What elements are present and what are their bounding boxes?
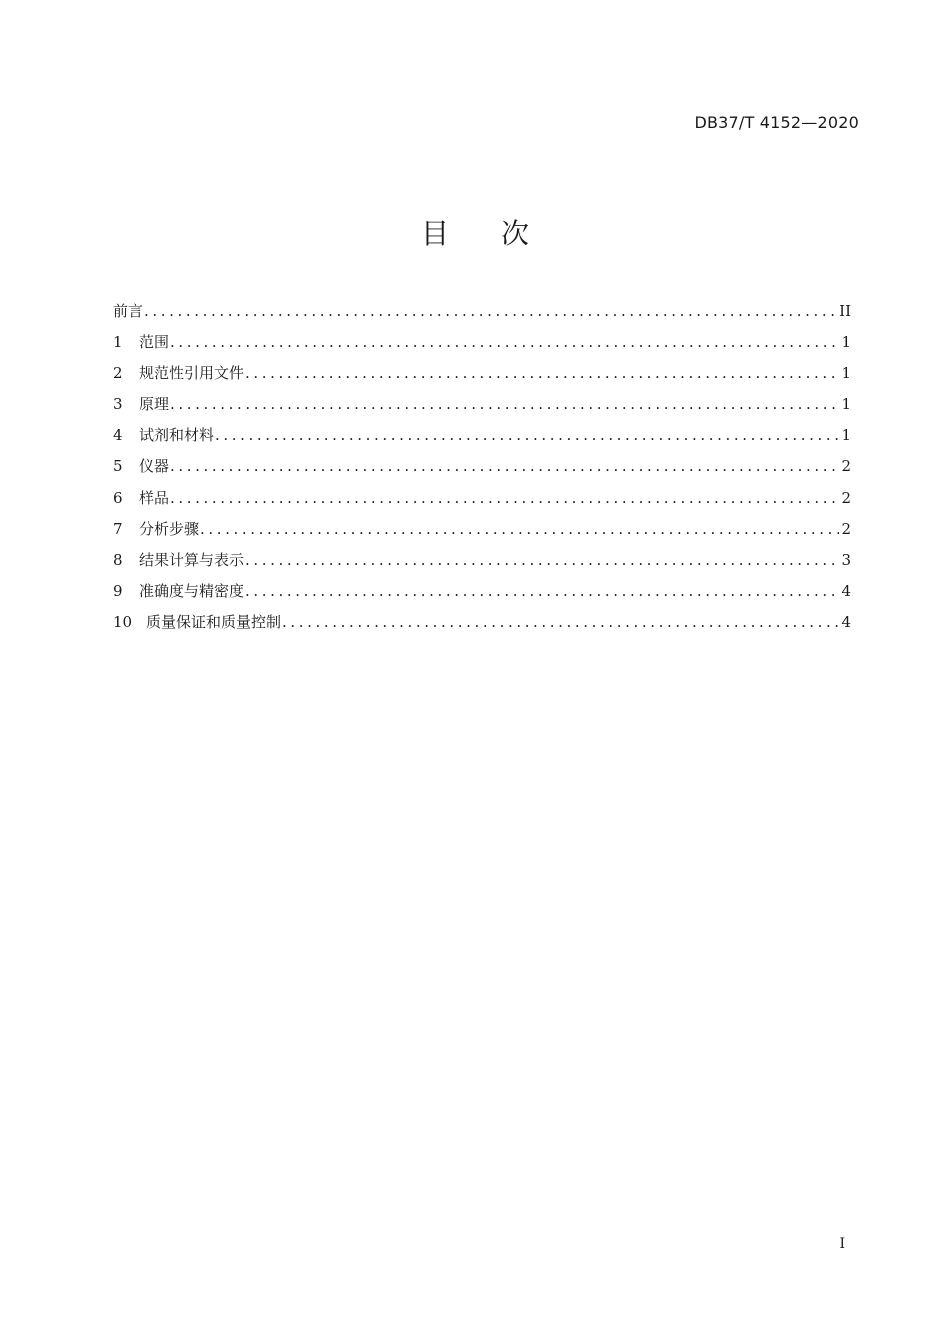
toc-entry-page: 4 [841, 612, 851, 631]
toc-entry-label: 规范性引用文件 [139, 364, 245, 383]
toc-title: 目次 [420, 217, 581, 250]
toc-entry-accuracy-precision[interactable] [113, 580, 851, 611]
toc-entry-label: 原理 [139, 395, 170, 414]
toc-entry-normative-references[interactable] [113, 362, 851, 393]
toc-entry-page: 2 [841, 519, 851, 538]
toc-entry-principle[interactable] [113, 393, 851, 424]
toc-entry-calculation[interactable] [113, 549, 851, 580]
toc-entry-label: 仪器 [139, 457, 170, 476]
toc-entry-procedure[interactable] [113, 518, 851, 549]
toc-entry-page: II [839, 302, 851, 320]
toc-entry-label: 前言 [113, 302, 144, 320]
toc-dot-leader [282, 613, 839, 631]
page-number: I [839, 1236, 845, 1252]
toc-dot-leader [170, 333, 839, 351]
toc-dot-leader [245, 364, 839, 382]
toc-entry-number: 7 [113, 519, 123, 538]
table-of-contents [113, 300, 851, 642]
toc-dot-leader [245, 582, 839, 600]
toc-entry-reagents[interactable] [113, 424, 851, 455]
toc-entry-page: 1 [841, 426, 851, 445]
toc-entry-label: 准确度与精密度 [139, 581, 245, 600]
toc-entry-number: 5 [113, 457, 123, 476]
toc-entry-apparatus[interactable] [113, 455, 851, 486]
toc-entry-page: 4 [841, 581, 851, 600]
toc-entry-scope[interactable] [113, 331, 851, 362]
toc-entry-number: 6 [113, 488, 123, 507]
toc-entry-number: 1 [113, 333, 123, 352]
toc-entry-number: 8 [113, 550, 123, 569]
toc-entry-page: 2 [841, 488, 851, 507]
toc-entry-page: 2 [841, 457, 851, 476]
toc-dot-leader [170, 395, 839, 413]
toc-entry-label: 试剂和材料 [139, 426, 215, 445]
toc-entry-page: 1 [841, 333, 851, 352]
toc-dot-leader [170, 457, 839, 475]
toc-entry-number: 2 [113, 364, 123, 383]
toc-entry-quality-assurance[interactable] [113, 611, 851, 642]
toc-dot-leader [200, 520, 839, 538]
toc-entry-number: 10 [113, 612, 133, 631]
toc-dot-leader [215, 426, 839, 444]
toc-entry-page: 3 [841, 550, 851, 569]
toc-dot-leader [245, 551, 839, 569]
toc-entry-page: 1 [841, 395, 851, 414]
toc-dot-leader [170, 489, 839, 507]
toc-entry-foreword[interactable] [113, 300, 851, 331]
toc-entry-label: 分析步骤 [139, 519, 200, 538]
standard-code: DB37/T 4152—2020 [694, 113, 859, 132]
toc-entry-number: 9 [113, 581, 123, 600]
toc-entry-samples[interactable] [113, 487, 851, 518]
toc-dot-leader [144, 302, 837, 320]
toc-entry-page: 1 [841, 364, 851, 383]
toc-entry-number: 4 [113, 426, 123, 445]
toc-entry-label: 范围 [139, 333, 170, 352]
toc-entry-label: 质量保证和质量控制 [146, 612, 282, 631]
toc-entry-number: 3 [113, 395, 123, 414]
toc-entry-label: 样品 [139, 488, 170, 507]
toc-entry-label: 结果计算与表示 [139, 550, 245, 569]
